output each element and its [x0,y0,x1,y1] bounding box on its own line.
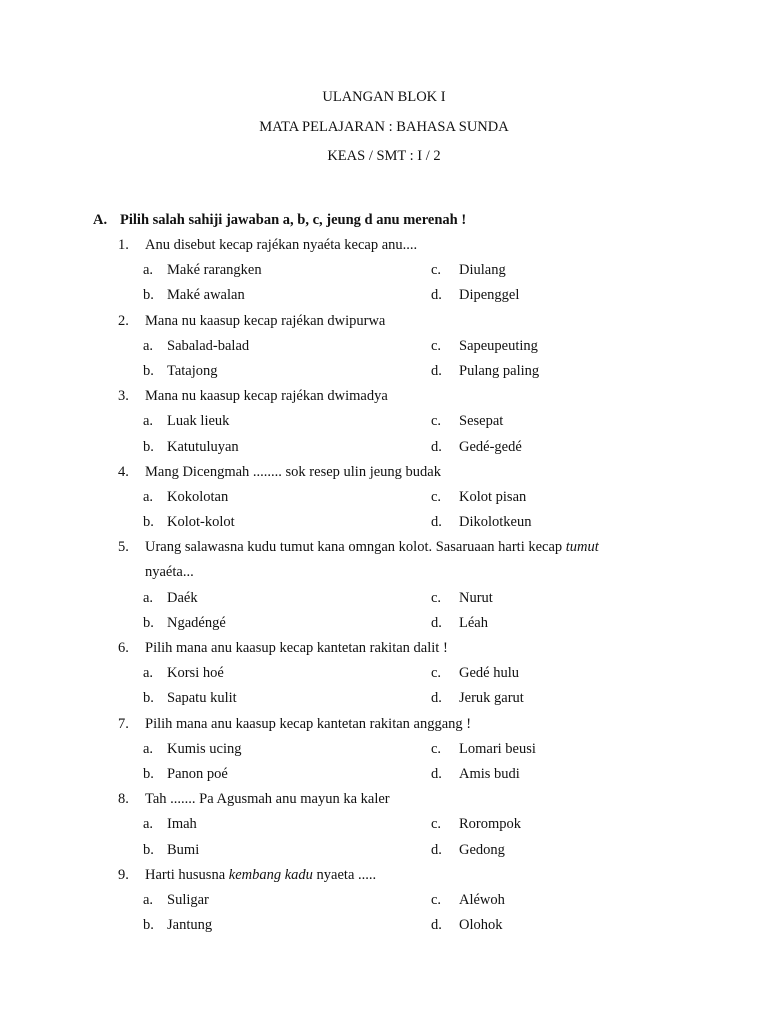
question-4 [118,462,658,487]
question-text [145,537,599,557]
question-number: 6. [118,640,129,656]
options-row [118,260,658,285]
options-row [118,840,658,865]
question-text: Tah ....... Pa Agusmah anu mayun ka kaler [145,791,390,808]
option-d: Gedé-gedé [459,438,522,455]
exam-title: ULANGAN BLOK I [322,89,446,105]
option-d: Pulang paling [459,362,540,379]
option-letter: c. [431,413,442,430]
option-letter: d. [431,765,442,782]
question-number: 9. [118,866,129,883]
option-c: Lomari beusi [459,740,536,757]
option-b: Maké awalan [167,287,245,304]
question-7 [118,714,658,739]
option-letter: b. [143,690,154,707]
option-letter: c. [431,262,442,279]
class-semester-line: KEAS / SMT : I / 2 [327,148,441,164]
question-text: Pilih mana anu kaasup kecap kantetan rakitan dalit ! [145,640,448,656]
option-letter: a. [143,740,154,757]
question-emphasis: kembang kadu [228,866,313,883]
question-text-start: Urang salawasna kudu tumut kana omngan kolot. Sasaruaan harti kecap [145,539,566,556]
question-text [145,865,376,885]
option-letter: c. [431,816,442,833]
option-c: Sapeupeuting [459,337,538,354]
option-c: Sesepat [459,413,504,430]
question-list [118,235,658,940]
question-number: 2. [118,312,129,329]
option-letter: b. [143,362,154,379]
question-5-continued [118,562,658,587]
question-3 [118,386,658,411]
option-c: Nurut [459,589,493,606]
option-letter: b. [143,614,154,631]
option-letter: c. [431,337,442,354]
options-row [118,814,658,839]
option-letter: d. [431,614,442,631]
option-a: Suligar [167,891,209,908]
option-letter: a. [143,337,154,354]
question-number: 4. [118,463,129,480]
options-row [118,663,658,688]
option-a: Sabalad-balad [167,337,250,354]
option-b: Sapatu kulit [167,690,237,707]
option-a: Luak lieuk [167,413,230,430]
question-9 [118,865,658,890]
question-number: 8. [118,791,129,808]
question-number: 1. [118,237,129,253]
question-text: Mana nu kaasup kecap rajékan dwipurwa [145,312,386,329]
options-row [118,285,658,310]
option-d: Amis budi [459,765,520,782]
option-b: Katutuluyan [167,438,239,455]
option-letter: d. [431,514,442,531]
option-b: Ngadéngé [167,614,226,631]
question-6 [118,638,658,663]
option-b: Kolot-kolot [167,514,235,531]
question-text-continued: nyaéta... [145,564,194,581]
options-row [118,437,658,462]
option-letter: b. [143,841,154,858]
option-b: Panon poé [167,765,228,782]
option-a: Korsi hoé [167,665,224,682]
options-row [118,613,658,638]
option-b: Jantung [167,917,213,934]
option-letter: d. [431,362,442,379]
question-5 [118,537,658,562]
question-text: Mana nu kaasup kecap rajékan dwimadya [145,388,388,405]
option-d: Léah [459,614,488,631]
question-text: Mang Dicengmah ........ sok resep ulin jeung budak [145,463,441,480]
option-letter: b. [143,438,154,455]
option-letter: d. [431,287,442,304]
options-row [118,890,658,915]
option-letter: c. [431,488,442,505]
question-text: Pilih mana anu kaasup kecap kantetan rakitan anggang ! [145,715,472,732]
option-a: Kumis ucing [167,740,242,757]
option-a: Imah [167,816,197,833]
option-letter: d. [431,841,442,858]
question-emphasis: tumut [565,539,599,556]
option-c: Aléwoh [459,891,505,908]
section-a-heading [93,210,466,230]
option-letter: d. [431,438,442,455]
subject-line: MATA PELAJARAN : BAHASA SUNDA [259,119,509,135]
option-letter: a. [143,589,154,606]
option-letter: b. [143,917,154,934]
option-b: Tatajong [167,362,218,379]
option-d: Dipenggel [459,287,520,304]
option-c: Rorompok [459,816,522,833]
options-row [118,915,658,940]
option-letter: a. [143,816,154,833]
option-letter: b. [143,287,154,304]
option-c: Gedé hulu [459,665,519,682]
question-number: 3. [118,388,129,405]
option-c: Kolot pisan [459,488,527,505]
option-letter: d. [431,690,442,707]
options-row [118,688,658,713]
option-d: Gedong [459,841,505,858]
option-letter: c. [431,740,442,757]
option-letter: a. [143,262,154,279]
options-row [118,411,658,436]
option-letter: a. [143,488,154,505]
option-letter: c. [431,891,442,908]
option-letter: c. [431,589,442,606]
question-text: Anu disebut kecap rajékan nyaéta kecap anu.... [145,237,418,253]
option-letter: a. [143,891,154,908]
option-d: Jeruk garut [459,690,524,707]
options-row [118,336,658,361]
option-letter: b. [143,514,154,531]
question-number: 7. [118,715,129,732]
question-text-start: Harti hususna [145,866,229,883]
section-instruction: Pilih salah sahiji jawaban a, b, c, jeung d anu merenah ! [120,212,467,228]
question-8 [118,789,658,814]
option-letter: a. [143,413,154,430]
option-letter: a. [143,665,154,682]
option-b: Bumi [167,841,200,858]
options-row [118,588,658,613]
option-c: Diulang [459,262,506,279]
option-d: Olohok [459,917,503,934]
question-2 [118,311,658,336]
option-a: Daék [167,589,198,606]
option-letter: b. [143,765,154,782]
options-row [118,512,658,537]
section-letter: A. [93,212,108,228]
options-row [118,487,658,512]
option-d: Dikolotkeun [459,514,532,531]
option-a: Kokolotan [167,488,229,505]
question-1 [118,235,658,260]
option-a: Maké rarangken [167,262,262,279]
options-row [118,361,658,386]
question-text-end: nyaeta ..... [312,866,377,883]
options-row [118,739,658,764]
option-letter: c. [431,665,442,682]
question-number: 5. [118,539,129,556]
option-letter: d. [431,917,442,934]
options-row [118,764,658,789]
